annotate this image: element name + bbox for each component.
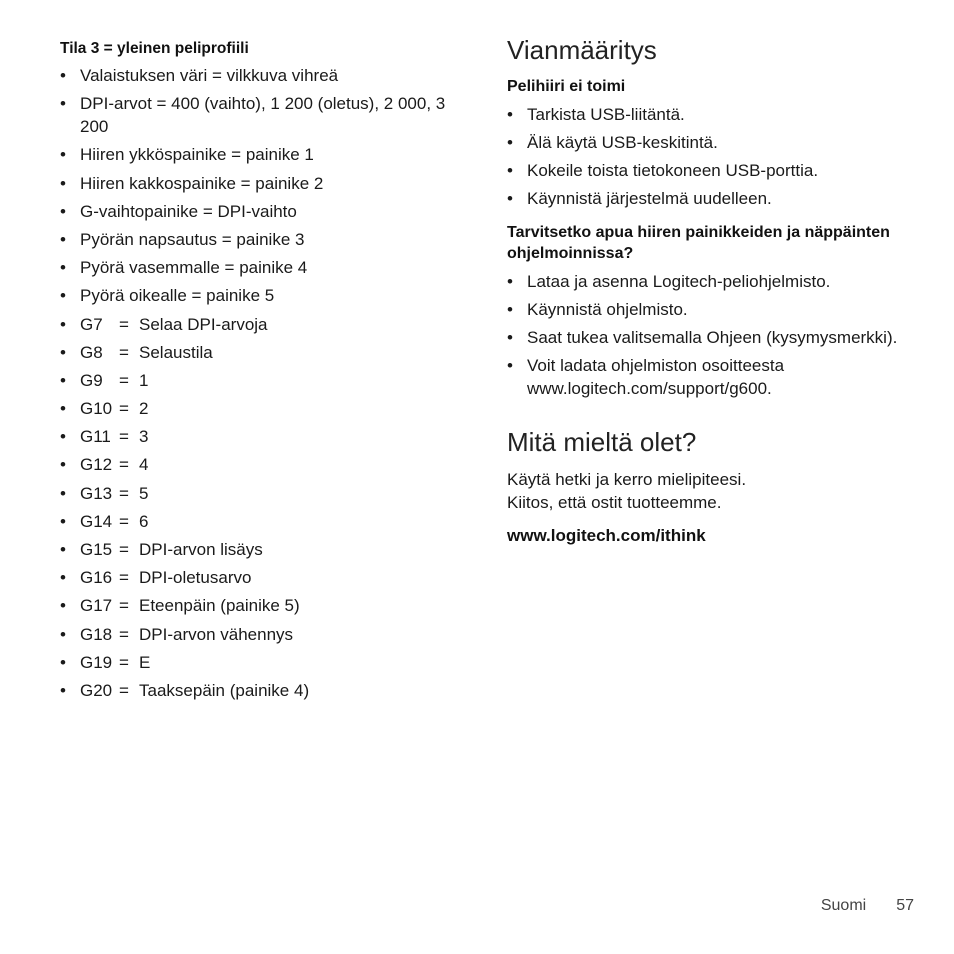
gkey-value: DPI-oletusarvo	[139, 568, 252, 588]
bullet-icon: •	[507, 272, 513, 291]
gkey-label: G17	[80, 596, 113, 616]
list-item: • Pyörän napsautus = painike 3	[60, 229, 305, 249]
bullet-icon: •	[60, 652, 66, 672]
bullet-icon: •	[60, 596, 66, 616]
list-item: • Hiiren ykköspainike = painike 1	[60, 145, 314, 165]
gkey-value: DPI-arvon vähennys	[139, 624, 294, 644]
gkey-label: G7	[80, 314, 103, 334]
gkey-label: G19	[80, 652, 113, 672]
list-item: • Pyörä vasemmalle = painike 4	[60, 258, 308, 278]
list-item: • Käynnistä järjestelmä uudelleen.	[507, 189, 772, 208]
gkey-label: G9	[80, 370, 103, 390]
gkey-item: • G11 = 3	[60, 427, 149, 447]
mouse-not-working-list	[507, 103, 907, 210]
mode-3-heading: Tila 3 = yleinen peliprofiili	[60, 40, 249, 57]
gkey-value: 3	[139, 427, 149, 447]
list-item: • Valaistuksen väri = vilkkuva vihreä	[60, 66, 339, 85]
bullet-icon: •	[60, 66, 66, 85]
troubleshooting-title: Vianmääritys	[507, 35, 657, 65]
page-number: 57	[896, 897, 914, 914]
gkey-label: G12	[80, 455, 113, 475]
gkey-item: • G8 = Selaustila	[60, 342, 213, 362]
gkey-label: G20	[80, 680, 113, 700]
list-item: • Tarkista USB-liitäntä.	[507, 105, 685, 124]
programming-help-heading: Tarvitsetko apua hiiren painikkeiden ja näppäinten ohjelmoinnissa?	[507, 224, 890, 262]
gkey-item: • G19 = E	[60, 652, 151, 672]
bullet-icon: •	[60, 427, 66, 447]
bullet-icon: •	[507, 356, 513, 375]
footer-language: Suomi	[820, 897, 867, 914]
bullet-icon: •	[60, 399, 66, 419]
feedback-title: Mitä mieltä olet?	[507, 427, 697, 457]
gkey-item: • G18 = DPI-arvon vähennys	[60, 624, 294, 644]
list-item: • Voit ladata ohjelmiston osoitteesta www.logitech.com/support/g600.	[507, 356, 785, 398]
bullet-icon: •	[60, 568, 66, 588]
gkey-item: • G20 = Taaksepäin (painike 4)	[60, 680, 310, 700]
gkey-value: Selaustila	[139, 342, 213, 362]
bullet-icon: •	[507, 105, 513, 124]
gkey-value: 2	[139, 399, 149, 419]
list-item: • DPI-arvot = 400 (vaihto), 1 200 (oletus), 2 000, 3 200	[60, 94, 446, 137]
gkey-value: 6	[139, 511, 149, 531]
gkey-value: Eteenpäin (painike 5)	[139, 596, 300, 616]
right-column	[507, 34, 907, 547]
gkey-value: DPI-arvon lisäys	[139, 540, 263, 559]
page-footer	[821, 897, 914, 915]
gkey-label: G8	[80, 342, 103, 362]
gkey-item: • G16 = DPI-oletusarvo	[60, 568, 252, 588]
gkey-value: E	[139, 652, 151, 672]
mouse-not-working-heading: Pelihiiri ei toimi	[507, 78, 626, 95]
gkey-item: • G7 = Selaa DPI-arvoja	[60, 314, 268, 334]
bullet-icon: •	[60, 680, 66, 700]
list-item: • Lataa ja asenna Logitech-peliohjelmisto.	[507, 272, 831, 291]
gkey-value: 4	[139, 455, 149, 475]
bullet-icon: •	[60, 145, 66, 165]
gkey-item: • G9 = 1	[60, 370, 149, 390]
gkey-item: • G10 = 2	[60, 399, 149, 419]
list-item: • Hiiren kakkospainike = painike 2	[60, 173, 324, 193]
bullet-icon: •	[60, 483, 66, 503]
gkey-label: G11	[80, 427, 111, 447]
gkey-value: 5	[139, 483, 149, 503]
gkey-item: • G14 = 6	[60, 511, 149, 531]
left-column	[60, 38, 460, 707]
ithink-link[interactable]: www.logitech.com/ithink	[507, 526, 706, 545]
bullet-icon: •	[60, 455, 66, 475]
gkey-value: Selaa DPI-arvoja	[139, 314, 268, 334]
gkey-item: • G12 = 4	[60, 455, 149, 475]
gkey-value: 1	[139, 370, 149, 390]
list-item: • Käynnistä ohjelmisto.	[507, 300, 688, 319]
programming-help-list	[507, 270, 907, 400]
list-item: • Kokeile toista tietokoneen USB-porttia.	[507, 161, 819, 180]
bullet-icon: •	[60, 314, 66, 334]
gkey-label: G10	[80, 399, 113, 419]
gkey-label: G15	[80, 540, 113, 559]
gkey-label: G14	[80, 511, 113, 531]
feedback-section	[507, 426, 907, 547]
gkey-label: G18	[80, 624, 113, 644]
bullet-icon: •	[507, 300, 513, 319]
bullet-icon: •	[60, 624, 66, 644]
bullet-icon: •	[60, 370, 66, 390]
bullet-icon: •	[60, 94, 66, 114]
gkey-item: • G15 = DPI-arvon lisäys	[60, 540, 263, 559]
list-item: • G-vaihtopainike = DPI-vaihto	[60, 201, 297, 221]
bullet-icon: •	[60, 229, 66, 249]
bullet-icon: •	[60, 201, 66, 221]
mode-3-settings-list	[60, 64, 460, 702]
bullet-icon: •	[507, 328, 513, 347]
gkey-value: Taaksepäin (painike 4)	[139, 680, 310, 700]
bullet-icon: •	[507, 161, 513, 180]
gkey-item: • G17 = Eteenpäin (painike 5)	[60, 596, 300, 616]
bullet-icon: •	[60, 173, 66, 193]
bullet-icon: •	[60, 286, 66, 306]
list-item: • Pyörä oikealle = painike 5	[60, 286, 275, 306]
bullet-icon: •	[507, 133, 513, 152]
gkey-label: G16	[80, 568, 113, 588]
list-item: • Saat tukea valitsemalla Ohjeen (kysymysmerkki).	[507, 328, 898, 347]
bullet-icon: •	[60, 342, 66, 362]
list-item: • Älä käytä USB-keskitintä.	[507, 133, 718, 152]
feedback-text: Käytä hetki ja kerro mielipiteesi. Kiitos, että ostit tuotteemme.	[507, 470, 747, 512]
bullet-icon: •	[60, 258, 66, 278]
bullet-icon: •	[60, 540, 66, 559]
gkey-label: G13	[80, 483, 113, 503]
gkey-item: • G13 = 5	[60, 483, 149, 503]
bullet-icon: •	[507, 189, 513, 208]
bullet-icon: •	[60, 511, 66, 531]
